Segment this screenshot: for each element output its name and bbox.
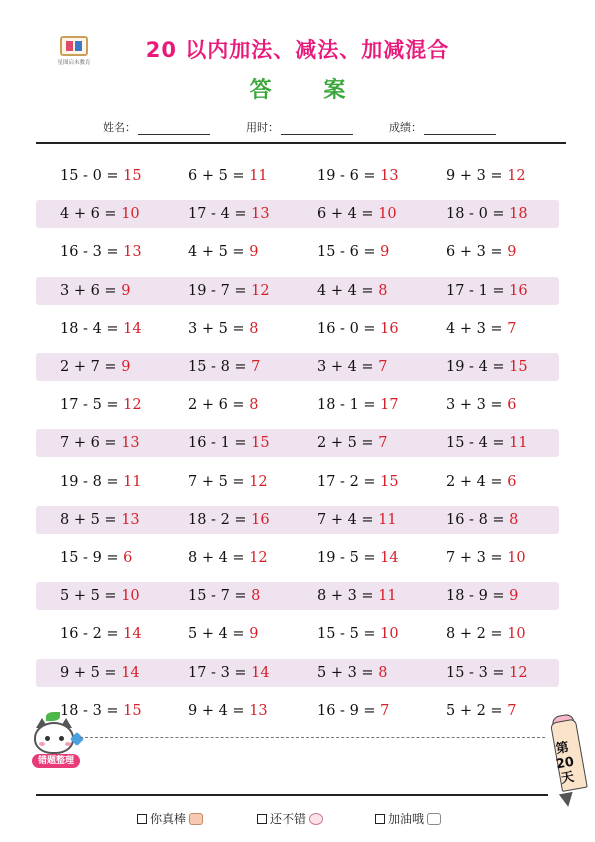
problem-cell <box>188 391 258 419</box>
problem-answer: 6 <box>123 550 133 566</box>
problem-question: 7 + 4 = <box>317 511 374 528</box>
problem-question: 19 - 6 = <box>317 168 376 184</box>
problem-question: 9 + 5 = <box>60 664 117 681</box>
score-field[interactable] <box>389 119 496 135</box>
problem-cell <box>60 468 142 496</box>
problem-answer: 18 <box>509 206 528 223</box>
problem-cell <box>317 659 387 687</box>
problem-question: 17 - 5 = <box>60 397 119 414</box>
problem-question: 15 - 4 = <box>446 435 505 452</box>
problem-row <box>36 582 559 610</box>
problem-row <box>36 697 559 725</box>
problem-answer: 8 <box>509 511 519 528</box>
cat-eye <box>59 736 64 741</box>
problem-cell <box>317 544 399 572</box>
problem-question: 15 - 6 = <box>317 244 376 261</box>
problem-answer: 10 <box>507 550 526 566</box>
problem-question: 2 + 6 = <box>188 397 245 414</box>
problem-question: 15 - 0 = <box>60 168 119 184</box>
problem-question: 9 + 4 = <box>188 702 245 719</box>
problem-answer: 10 <box>378 206 397 223</box>
problem-answer: 17 <box>380 397 399 414</box>
problem-answer: 11 <box>123 473 142 490</box>
name-label: 姓名： <box>103 121 136 134</box>
problem-question: 7 + 5 = <box>188 473 245 490</box>
rating-label: 加油哦 <box>388 812 425 826</box>
problem-question: 2 + 7 = <box>60 359 117 375</box>
problem-row <box>36 162 559 190</box>
problem-question: 7 + 6 = <box>60 435 117 452</box>
problem-answer: 7 <box>378 359 388 375</box>
problem-answer: 12 <box>249 550 268 566</box>
problem-row <box>36 544 559 572</box>
problem-question: 5 + 4 = <box>188 626 245 643</box>
problem-question: 4 + 6 = <box>60 206 117 223</box>
problem-cell <box>317 391 399 419</box>
checkbox[interactable] <box>375 814 385 824</box>
problem-answer: 16 <box>509 282 528 299</box>
problem-cell <box>446 468 516 496</box>
problem-cell <box>446 659 528 687</box>
problem-answer: 12 <box>251 282 270 299</box>
problem-row <box>36 353 559 381</box>
problem-cell <box>317 200 397 228</box>
problem-answer: 7 <box>507 320 517 337</box>
problem-question: 18 - 2 = <box>188 511 247 528</box>
problem-cell <box>446 162 526 190</box>
problem-question: 16 - 1 = <box>188 435 247 452</box>
cat-cheek <box>65 742 71 746</box>
problem-row <box>36 468 559 496</box>
problem-question: 5 + 2 = <box>446 702 503 719</box>
problem-cell <box>188 468 268 496</box>
problem-cell <box>188 200 270 228</box>
problem-question: 3 + 3 = <box>446 397 503 414</box>
problem-answer: 12 <box>249 473 268 490</box>
problem-question: 19 - 4 = <box>446 359 505 375</box>
problem-question: 15 - 3 = <box>446 664 505 681</box>
problem-question: 8 + 2 = <box>446 626 503 643</box>
problem-answer: 9 <box>249 244 259 261</box>
problem-answer: 9 <box>121 282 131 299</box>
rating-option-keep-going[interactable] <box>375 810 441 827</box>
problem-cell <box>60 391 142 419</box>
problem-answer: 16 <box>251 511 270 528</box>
problem-question: 19 - 7 = <box>188 282 247 299</box>
problem-question: 18 - 3 = <box>60 702 119 719</box>
problem-question: 15 - 8 = <box>188 359 247 375</box>
problem-answer: 7 <box>378 435 388 452</box>
problem-cell <box>317 277 387 305</box>
problem-cell <box>317 582 397 610</box>
problem-answer: 9 <box>249 626 259 643</box>
pencil-tip <box>559 792 575 808</box>
problem-answer: 13 <box>249 702 268 719</box>
problem-cell <box>188 506 270 534</box>
problem-answer: 11 <box>378 511 397 528</box>
problem-cell <box>317 162 399 190</box>
problem-cell <box>188 620 258 648</box>
problem-cell <box>317 697 389 725</box>
problem-cell <box>188 697 268 725</box>
problem-cell <box>446 697 516 725</box>
problem-answer: 14 <box>251 664 270 681</box>
problem-cell <box>446 544 526 572</box>
leaf-icon <box>46 712 60 721</box>
problem-cell <box>317 620 399 648</box>
bottom-divider <box>36 794 548 796</box>
problem-answer: 10 <box>121 206 140 223</box>
problem-question: 17 - 4 = <box>188 206 247 223</box>
problem-cell <box>317 238 389 266</box>
problem-question: 9 + 3 = <box>446 168 503 184</box>
problem-question: 3 + 6 = <box>60 282 117 299</box>
problem-answer: 10 <box>121 588 140 605</box>
problem-cell <box>188 429 270 457</box>
problem-answer: 6 <box>507 473 517 490</box>
problem-question: 5 + 3 = <box>317 664 374 681</box>
problem-cell <box>317 468 399 496</box>
problem-answer: 13 <box>121 435 140 452</box>
problem-row <box>36 620 559 648</box>
problem-question: 17 - 3 = <box>188 664 247 681</box>
problem-question: 15 - 7 = <box>188 588 247 605</box>
problem-cell <box>188 277 270 305</box>
problem-answer: 15 <box>251 435 270 452</box>
page-subtitle: 答 案 <box>249 78 368 103</box>
problem-answer: 9 <box>380 244 390 261</box>
problem-question: 15 - 5 = <box>317 626 376 643</box>
problem-cell <box>446 353 528 381</box>
problem-question: 8 + 5 = <box>60 511 117 528</box>
problem-answer: 12 <box>509 664 528 681</box>
problem-answer: 9 <box>507 244 517 261</box>
cat-eye <box>45 736 50 741</box>
thumbs-up-icon <box>189 813 203 825</box>
problem-cell <box>188 315 258 343</box>
problem-answer: 14 <box>123 320 142 337</box>
problem-answer: 14 <box>121 664 140 681</box>
mistakes-label: 错题整理 <box>32 754 80 768</box>
problem-cell <box>446 277 528 305</box>
problem-question: 18 - 4 = <box>60 320 119 337</box>
problem-question: 6 + 4 = <box>317 206 374 223</box>
problem-cell <box>446 200 528 228</box>
problem-cell <box>317 506 397 534</box>
problem-answer: 15 <box>380 473 399 490</box>
problem-question: 3 + 4 = <box>317 359 374 375</box>
problem-answer: 7 <box>507 702 517 719</box>
problem-cell <box>446 582 518 610</box>
problem-cell <box>317 353 387 381</box>
problem-answer: 10 <box>380 626 399 643</box>
problem-answer: 14 <box>123 626 142 643</box>
problem-question: 16 - 2 = <box>60 626 119 643</box>
problem-row <box>36 200 559 228</box>
problem-answer: 8 <box>249 397 259 414</box>
problem-answer: 14 <box>380 550 399 566</box>
mistakes-dashed-line <box>80 737 545 738</box>
problem-cell <box>60 659 140 687</box>
problem-row <box>36 429 559 457</box>
time-label: 用时： <box>246 121 279 134</box>
problem-question: 16 - 3 = <box>60 244 119 261</box>
rating-label: 你真棒 <box>150 812 187 826</box>
problem-question: 6 + 3 = <box>446 244 503 261</box>
problem-cell <box>60 315 142 343</box>
problem-question: 15 - 9 = <box>60 550 119 566</box>
problem-row <box>36 506 559 534</box>
problem-row <box>36 315 559 343</box>
problem-question: 2 + 5 = <box>317 435 374 452</box>
problem-cell <box>188 659 270 687</box>
rating-option-great[interactable] <box>137 810 203 827</box>
problem-answer: 11 <box>249 168 268 184</box>
problem-answer: 9 <box>121 359 131 375</box>
cat-cheek <box>39 742 45 746</box>
problem-question: 3 + 5 = <box>188 320 245 337</box>
problem-answer: 8 <box>378 664 388 681</box>
problem-row <box>36 391 559 419</box>
cheer-cat-icon <box>427 813 441 825</box>
day-label: 第20天 <box>554 740 576 787</box>
problem-question: 17 - 1 = <box>446 282 505 299</box>
problem-question: 8 + 3 = <box>317 588 374 605</box>
problem-answer: 9 <box>509 588 519 605</box>
problem-answer: 13 <box>121 511 140 528</box>
problem-cell <box>446 429 528 457</box>
page-title: 20 以内加法、减法、加减混合 <box>145 38 450 62</box>
time-blank[interactable] <box>281 124 353 135</box>
problem-cell <box>60 200 140 228</box>
problem-answer: 13 <box>123 244 142 261</box>
problem-row <box>36 238 559 266</box>
problem-question: 6 + 5 = <box>188 168 245 184</box>
problem-question: 8 + 4 = <box>188 550 245 566</box>
score-blank[interactable] <box>424 124 496 135</box>
problem-row <box>36 277 559 305</box>
problem-cell <box>188 162 268 190</box>
problem-cell <box>446 506 518 534</box>
problem-answer: 12 <box>123 397 142 414</box>
problem-cell <box>446 391 516 419</box>
problem-answer: 15 <box>123 702 142 719</box>
problem-answer: 8 <box>251 588 261 605</box>
problem-question: 5 + 5 = <box>60 588 117 605</box>
problem-row <box>36 659 559 687</box>
problem-cell <box>317 429 387 457</box>
smile-face-icon <box>309 813 323 825</box>
problem-cell <box>446 238 516 266</box>
top-divider <box>36 142 566 144</box>
problem-cell <box>60 582 140 610</box>
cat-head <box>34 722 74 754</box>
problem-answer: 7 <box>251 359 261 375</box>
problem-cell <box>188 353 260 381</box>
problem-answer: 13 <box>251 206 270 223</box>
problem-question: 4 + 3 = <box>446 320 503 337</box>
problem-answer: 6 <box>507 397 517 414</box>
checkbox[interactable] <box>137 814 147 824</box>
problem-question: 19 - 8 = <box>60 473 119 490</box>
problem-cell <box>317 315 399 343</box>
problem-answer: 16 <box>380 320 399 337</box>
logo-text: 星图启未教育 <box>57 60 91 66</box>
score-label: 成绩： <box>389 121 422 134</box>
problem-question: 16 - 0 = <box>317 320 376 337</box>
problem-question: 4 + 4 = <box>317 282 374 299</box>
problem-question: 19 - 5 = <box>317 550 376 566</box>
problem-answer: 15 <box>509 359 528 375</box>
problem-cell <box>60 277 130 305</box>
problem-cell <box>60 429 140 457</box>
problem-question: 7 + 3 = <box>446 550 503 566</box>
problem-cell <box>60 353 130 381</box>
problem-question: 17 - 2 = <box>317 473 376 490</box>
problem-cell <box>60 506 140 534</box>
problem-question: 2 + 4 = <box>446 473 503 490</box>
problem-answer: 13 <box>380 168 399 184</box>
problem-answer: 10 <box>507 626 526 643</box>
problem-answer: 11 <box>378 588 397 605</box>
problem-answer: 8 <box>249 320 259 337</box>
problem-question: 18 - 0 = <box>446 206 505 223</box>
problem-answer: 8 <box>378 282 388 299</box>
time-field[interactable] <box>246 119 353 135</box>
problem-cell <box>60 620 142 648</box>
problem-answer: 15 <box>123 168 142 184</box>
name-blank[interactable] <box>138 124 210 135</box>
problem-answer: 12 <box>507 168 526 184</box>
problem-cell <box>188 238 258 266</box>
rating-label: 还不错 <box>270 812 307 826</box>
problem-cell <box>446 315 516 343</box>
problem-cell <box>188 582 260 610</box>
problem-cell <box>446 620 526 648</box>
problem-question: 18 - 1 = <box>317 397 376 414</box>
problem-cell <box>188 544 268 572</box>
problem-cell <box>60 162 142 190</box>
problem-cell <box>60 238 142 266</box>
problem-question: 16 - 9 = <box>317 702 376 719</box>
problem-question: 16 - 8 = <box>446 511 505 528</box>
problem-answer: 11 <box>509 435 528 452</box>
problem-question: 18 - 9 = <box>446 588 505 605</box>
rating-option-good[interactable] <box>257 810 323 827</box>
problem-answer: 7 <box>380 702 390 719</box>
problem-cell <box>60 544 132 572</box>
name-field[interactable] <box>103 119 210 135</box>
checkbox[interactable] <box>257 814 267 824</box>
problem-question: 4 + 5 = <box>188 244 245 261</box>
